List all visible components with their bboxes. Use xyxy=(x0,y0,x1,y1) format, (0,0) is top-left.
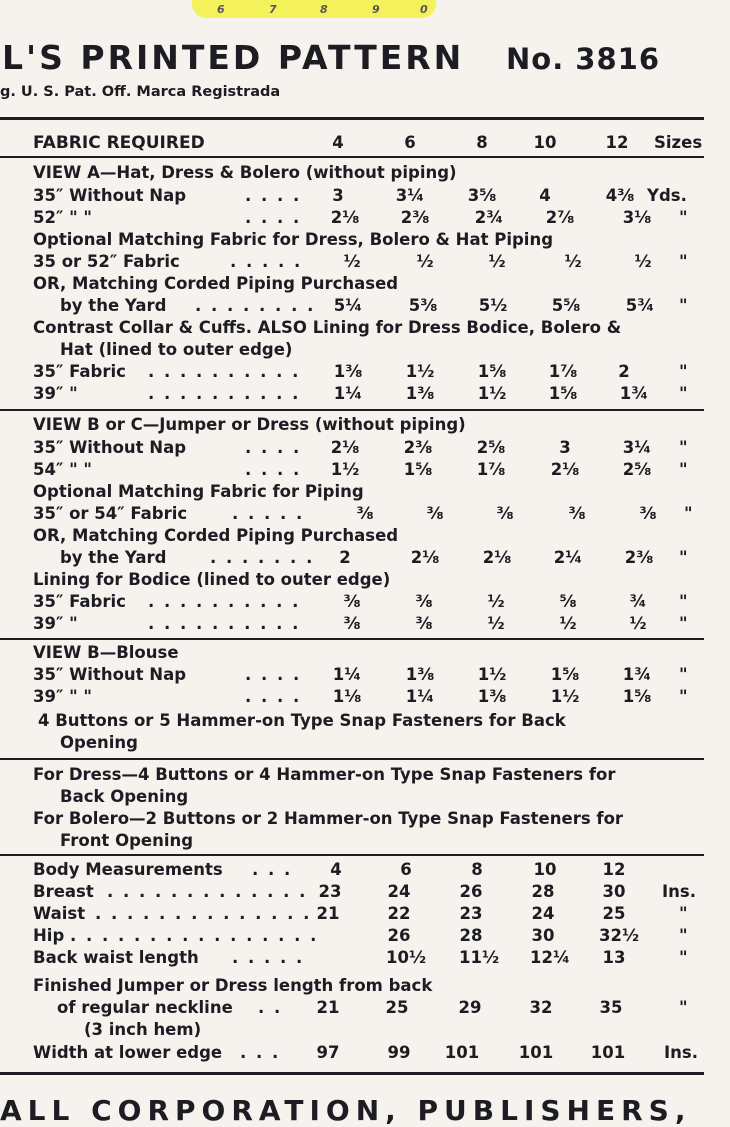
divider xyxy=(0,758,704,760)
size-header: 10 xyxy=(533,133,557,152)
size-header: 12 xyxy=(605,133,629,152)
ruler-digit: 0 xyxy=(420,3,428,16)
divider xyxy=(0,117,704,120)
divider xyxy=(0,409,704,411)
size-header: 8 xyxy=(476,133,488,152)
ruler-digit: 7 xyxy=(269,3,277,16)
trademark-line: g. U. S. Pat. Off. Marca Registrada xyxy=(0,84,281,100)
divider xyxy=(0,156,704,158)
publisher-footer: ALL CORPORATION, PUBLISHERS, xyxy=(0,1094,692,1127)
pattern-number: No. 3816 xyxy=(506,42,661,76)
sizes-label: Sizes xyxy=(654,133,703,152)
ruler-digit: 9 xyxy=(372,3,380,16)
size-header: 6 xyxy=(404,133,416,152)
size-header: 4 xyxy=(332,133,344,152)
ruler-digit: 8 xyxy=(320,3,328,16)
ruler-digit: 6 xyxy=(217,3,225,16)
divider xyxy=(0,1072,704,1075)
divider xyxy=(0,854,704,856)
pattern-title: L'S PRINTED PATTERN xyxy=(2,38,465,77)
fabric-heading: FABRIC REQUIRED xyxy=(33,133,205,153)
divider xyxy=(0,638,704,640)
ruler-strip xyxy=(192,0,436,18)
